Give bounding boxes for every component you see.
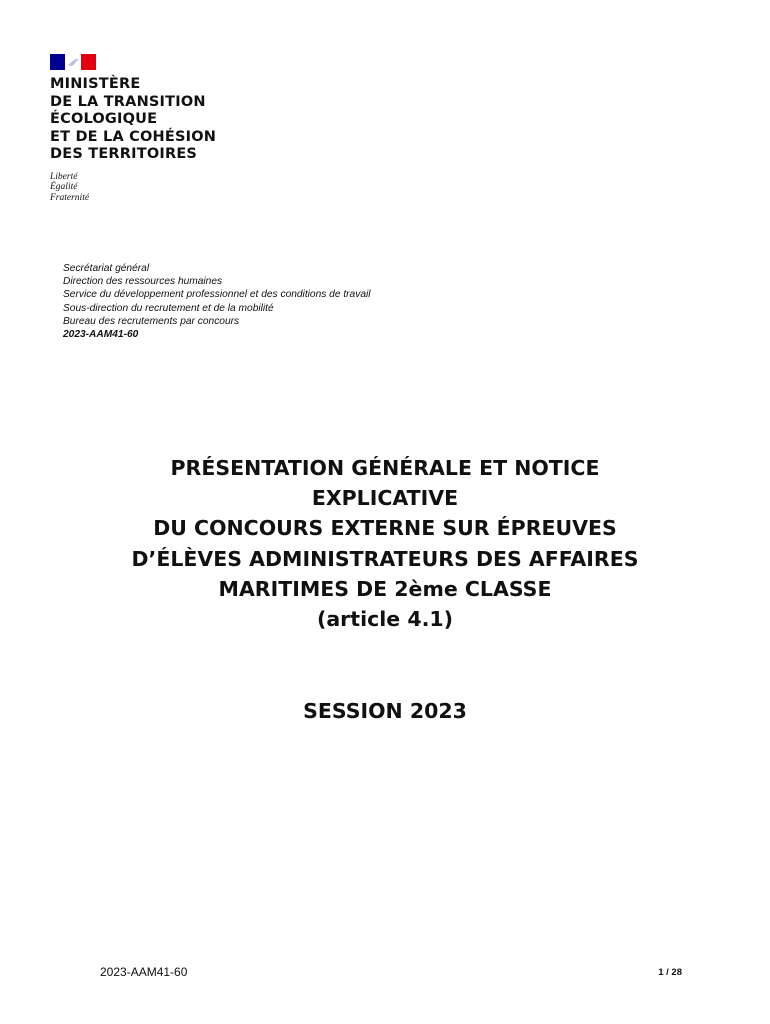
title-line: MARITIMES DE 2ème CLASSE	[218, 576, 552, 601]
footer-reference: 2023-AAM41-60	[100, 965, 188, 979]
motto-line: Fraternité	[50, 192, 90, 203]
ministry-name-line: DES TERRITOIRES	[50, 146, 198, 162]
motto-line: Égalité	[50, 182, 78, 192]
document-title	[40, 453, 730, 634]
service-line: Bureau des recrutements par concours	[63, 315, 240, 327]
motto-line: Liberté	[50, 171, 78, 182]
service-address-block	[63, 262, 371, 341]
service-line: Sous-direction du recrutement et de la mobilité	[63, 302, 274, 314]
document-reference: 2023-AAM41-60	[63, 329, 139, 341]
republic-motto	[50, 172, 216, 204]
ministry-name-line: MINISTÈRE	[50, 76, 141, 92]
service-line: Service du développement professionnel et des conditions de travail	[63, 289, 371, 301]
title-line: D’ÉLÈVES ADMINISTRATEURS DES AFFAIRES	[131, 546, 639, 571]
title-line: EXPLICATIVE	[311, 486, 459, 511]
title-line: (article 4.1)	[316, 607, 454, 632]
session-heading: SESSION 2023	[303, 699, 467, 723]
page-number: 1 / 28	[658, 967, 682, 978]
ministry-name-line: ET DE LA COHÉSION	[50, 128, 217, 145]
ministry-name-line: DE LA TRANSITION	[50, 93, 206, 110]
ministry-logo-block	[50, 54, 216, 203]
title-line: PRÉSENTATION GÉNÉRALE ET NOTICE	[170, 456, 600, 480]
service-line: Direction des ressources humaines	[63, 276, 223, 288]
service-line: Secrétariat général	[63, 263, 150, 274]
ministry-name	[50, 76, 216, 164]
republique-francaise-flag-icon	[50, 54, 96, 70]
title-line: DU CONCOURS EXTERNE SUR ÉPREUVES	[153, 516, 617, 541]
ministry-name-line: ÉCOLOGIQUE	[50, 111, 158, 127]
